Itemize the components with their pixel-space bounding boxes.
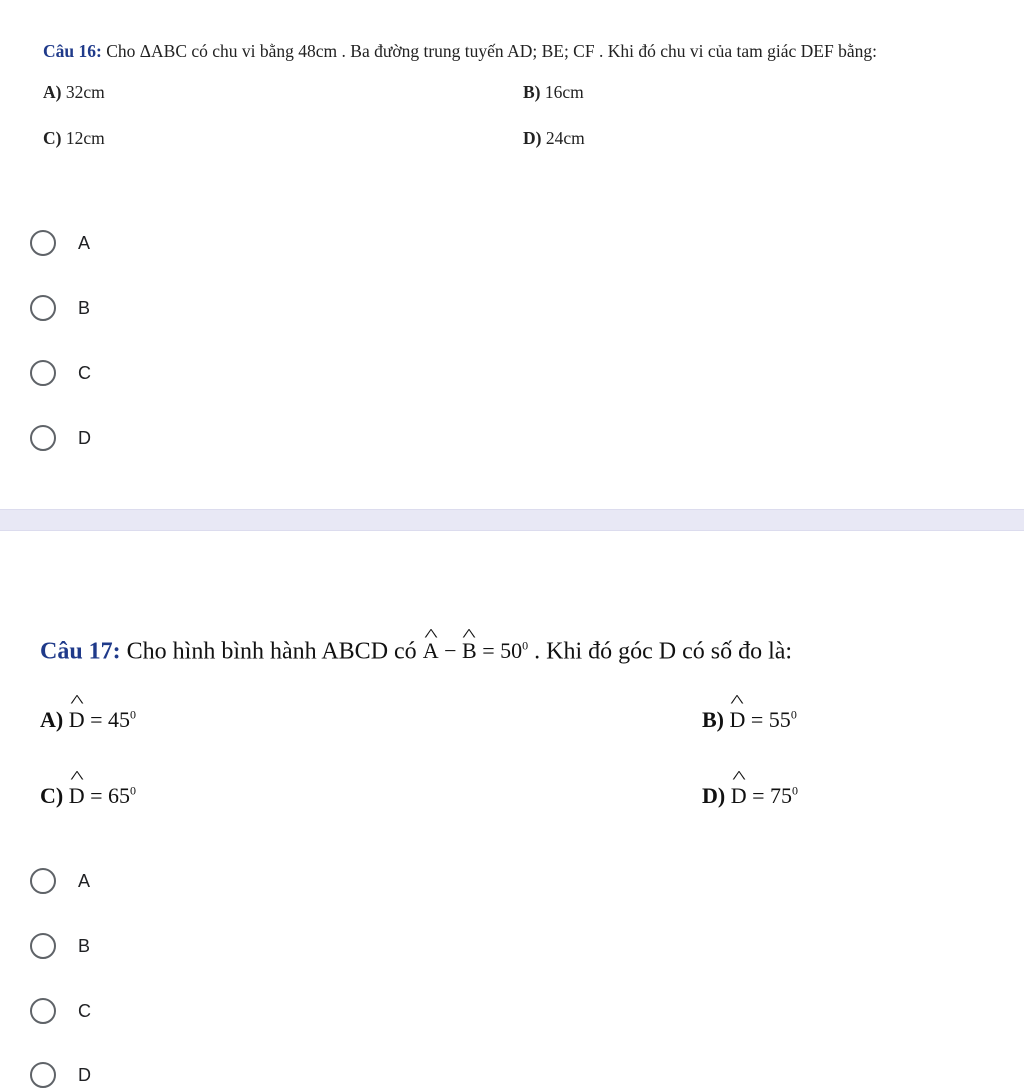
degree-mark: 0 — [792, 784, 799, 798]
question-17-option-b — [702, 707, 797, 733]
expression-value: = 50 — [476, 638, 523, 664]
radio-circle-icon[interactable] — [30, 933, 56, 959]
option-value: 16cm — [544, 82, 584, 102]
radio-label[interactable]: C — [78, 362, 91, 383]
question-17-options-row-1 — [40, 707, 1010, 783]
radio-label[interactable]: D — [78, 427, 91, 448]
question-16-option-a — [43, 78, 105, 106]
question-17-radio-d[interactable] — [30, 1062, 91, 1088]
radio-label[interactable]: C — [78, 1000, 91, 1021]
question-16-text: Cho ΔABC có chu vi bằng 48cm . Ba đường trung tuyến AD; BE; CF . Khi đó chu vi của tam giác DEF bằng: — [101, 41, 877, 61]
question-16-stem — [43, 36, 1003, 66]
angle-d: ^ D — [731, 783, 747, 809]
radio-circle-icon[interactable] — [30, 998, 56, 1024]
option-value: = 55 — [745, 707, 791, 733]
question-16-option-c — [43, 124, 105, 152]
angle-d: ^ D — [69, 783, 85, 809]
option-value: = 65 — [84, 783, 131, 809]
radio-label[interactable]: A — [78, 232, 91, 253]
option-value: 12cm — [65, 128, 105, 148]
angle-a: ^ A — [423, 631, 439, 671]
option-letter: D) — [702, 783, 726, 809]
question-17-stem — [40, 626, 1010, 671]
question-17 — [40, 626, 1010, 859]
question-16-radio-b[interactable] — [30, 295, 90, 321]
question-17-option-a — [40, 707, 136, 733]
question-17-text-after: . Khi đó góc D có số đo là: — [528, 638, 793, 665]
question-16 — [43, 36, 1003, 170]
question-16-number: Câu 16: — [43, 41, 102, 61]
angle-d: ^ D — [730, 707, 746, 733]
radio-circle-icon[interactable] — [30, 360, 56, 386]
question-16-option-b — [523, 78, 584, 106]
option-letter: C) — [40, 783, 64, 809]
question-16-radio-c[interactable] — [30, 360, 91, 386]
option-value: 32cm — [65, 82, 105, 102]
option-value: 24cm — [545, 128, 585, 148]
question-16-option-d — [523, 124, 585, 152]
option-letter: C) — [43, 128, 62, 148]
degree-mark: 0 — [790, 708, 797, 722]
question-16-radio-d[interactable] — [30, 425, 91, 451]
question-17-expression — [423, 638, 528, 663]
angle-d: ^ D — [69, 707, 85, 733]
question-17-option-d — [702, 783, 798, 809]
degree-mark: 0 — [130, 784, 137, 798]
option-letter: B) — [702, 707, 724, 733]
radio-label[interactable]: B — [78, 297, 91, 318]
radio-label[interactable]: B — [78, 935, 91, 956]
degree-mark: 0 — [522, 639, 529, 653]
radio-circle-icon[interactable] — [30, 295, 56, 321]
option-letter: A) — [43, 82, 62, 102]
question-16-radio-a[interactable] — [30, 230, 90, 256]
question-17-text-before: Cho hình bình hành ABCD có — [120, 638, 423, 665]
question-17-radio-c[interactable] — [30, 998, 91, 1024]
degree-mark: 0 — [130, 708, 137, 722]
question-17-options-row-2 — [40, 783, 1010, 859]
option-value: = 75 — [746, 783, 793, 809]
radio-circle-icon[interactable] — [30, 425, 56, 451]
option-value: = 45 — [84, 707, 131, 733]
question-17-radio-a[interactable] — [30, 868, 90, 894]
radio-circle-icon[interactable] — [30, 868, 56, 894]
radio-label[interactable]: D — [78, 1064, 91, 1085]
question-16-options-row-2 — [43, 124, 1003, 170]
question-17-option-c — [40, 783, 136, 809]
question-16-options-row-1 — [43, 78, 1003, 124]
radio-label[interactable]: A — [78, 870, 91, 891]
angle-b: ^ B — [462, 631, 477, 671]
question-17-radio-b[interactable] — [30, 933, 90, 959]
question-17-number: Câu 17: — [40, 638, 121, 665]
minus-sign: − — [438, 638, 462, 664]
radio-circle-icon[interactable] — [30, 230, 56, 256]
option-letter: D) — [523, 128, 542, 148]
section-divider — [0, 509, 1024, 531]
option-letter: A) — [40, 707, 64, 733]
option-letter: B) — [523, 82, 541, 102]
radio-circle-icon[interactable] — [30, 1062, 56, 1088]
